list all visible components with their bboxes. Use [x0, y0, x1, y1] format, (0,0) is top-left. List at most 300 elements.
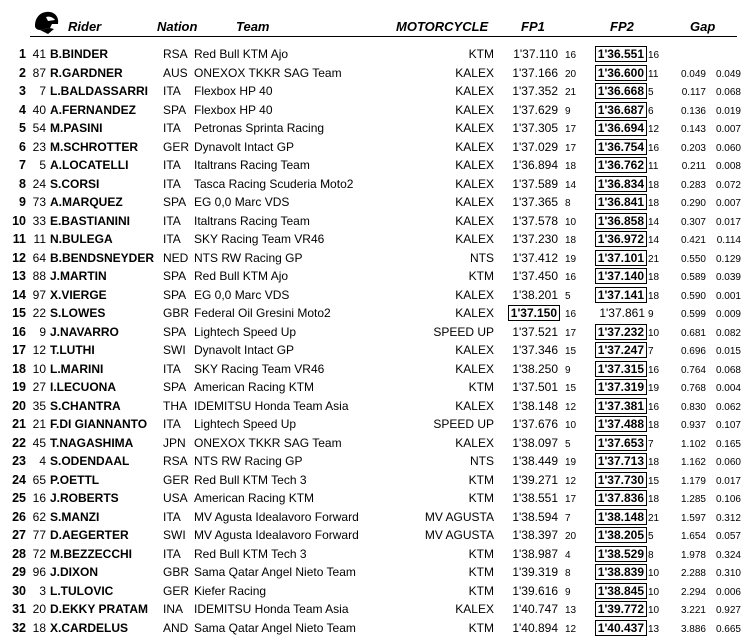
rider-name: A.FERNANDEZ [50, 102, 136, 117]
rider-name: S.ODENDAAL [50, 454, 130, 468]
motorcycle-name: KALEX [455, 195, 494, 209]
team-name: NTS RW Racing GP [194, 454, 303, 468]
header-team: Team [236, 19, 270, 34]
row-position: 22 [12, 435, 26, 450]
fp1-rank: 12 [565, 401, 577, 413]
best-lap-time: 1'36.694 [595, 120, 647, 136]
rider-number: 35 [32, 398, 46, 413]
rider-number: 18 [32, 620, 46, 635]
gap-to-first: 0.550 [680, 253, 706, 265]
fp2-rank: 6 [648, 105, 654, 117]
table-row [0, 361, 745, 380]
best-lap-time: 1'38.205 [595, 527, 647, 543]
best-lap-time: 1'37.141 [595, 287, 647, 303]
row-position: 6 [19, 139, 26, 154]
lap-time: 1'38.551 [512, 491, 558, 505]
fp1-time [497, 121, 557, 136]
rider-number: 16 [32, 491, 46, 505]
rider-number: 22 [32, 306, 46, 320]
fp2-time [584, 547, 644, 562]
header-nation: Nation [157, 19, 198, 34]
rider-nation: ITA [163, 361, 181, 376]
fp1-rank: 8 [565, 568, 571, 579]
fp1-time [497, 436, 557, 451]
team-name: Flexbox HP 40 [194, 102, 273, 117]
fp2-time [584, 436, 644, 451]
fp1-rank: 20 [565, 68, 577, 80]
rider-name: X.CARDELUS [50, 620, 129, 635]
row-position: 27 [12, 528, 26, 542]
fp2-time [584, 158, 644, 173]
rider-number: 3 [39, 583, 46, 598]
gap-to-previous: 0.007 [715, 198, 741, 209]
fp1-time [497, 417, 557, 432]
header-rider: Rider [68, 19, 102, 34]
gap-to-first: 1.162 [680, 457, 706, 468]
best-lap-time: 1'38.529 [595, 546, 647, 562]
lap-time: 1'37.352 [512, 84, 558, 98]
fp1-time [497, 195, 557, 210]
gap-to-previous: 0.006 [715, 586, 741, 598]
table-row [0, 490, 745, 509]
rider-nation: ITA [163, 213, 181, 228]
row-position: 3 [19, 84, 26, 98]
fp2-rank: 18 [648, 420, 660, 431]
fp2-time [584, 325, 644, 340]
fp1-rank: 14 [565, 179, 577, 191]
fp2-time [584, 399, 644, 414]
lap-time: 1'37.450 [512, 269, 558, 283]
team-name: American Racing KTM [194, 491, 315, 505]
fp2-rank: 10 [648, 586, 660, 598]
fp1-time [497, 103, 557, 118]
best-lap-time: 1'36.551 [595, 46, 647, 62]
rider-number: 65 [32, 472, 46, 487]
row-position: 17 [12, 343, 26, 357]
fp1-rank: 17 [565, 327, 577, 339]
rider-nation: SPA [163, 195, 187, 209]
row-position: 24 [12, 472, 26, 487]
gap-to-previous: 0.057 [715, 531, 741, 542]
fp1-rank: 4 [565, 549, 571, 561]
fp2-rank: 7 [648, 438, 654, 450]
fp2-rank: 10 [648, 327, 660, 339]
fp2-time [584, 621, 644, 636]
rider-number: 96 [32, 565, 46, 579]
rider-name: D.EKKY PRATAM [50, 602, 149, 616]
header-motorcycle: MOTORCYCLE [396, 19, 489, 34]
fp1-time [497, 343, 557, 358]
rider-name: B.BINDER [50, 47, 109, 61]
fp2-time [584, 602, 644, 617]
fp2-rank: 16 [648, 142, 660, 154]
best-lap-time: 1'37.713 [595, 453, 647, 469]
fp2-time [584, 195, 644, 210]
gap-to-previous: 0.324 [715, 549, 741, 561]
fp1-rank: 15 [565, 383, 577, 394]
row-position: 10 [12, 213, 26, 228]
fp1-time [497, 399, 557, 414]
fp1-rank: 16 [565, 309, 577, 320]
fp2-time [584, 103, 644, 118]
gap-to-previous: 0.007 [715, 124, 741, 135]
lap-time: 1'37.578 [512, 213, 558, 228]
team-name: Sama Qatar Angel Nieto Team [194, 565, 356, 579]
lap-time: 1'38.594 [512, 509, 558, 524]
gap-to-first: 1.978 [680, 549, 706, 561]
gap-to-first: 0.421 [680, 235, 706, 246]
rider-nation: INA [163, 602, 184, 616]
fp2-rank: 16 [648, 401, 660, 413]
gap-to-previous: 0.129 [715, 253, 741, 265]
gap-to-first: 0.764 [680, 364, 706, 376]
rider-nation: SPA [163, 324, 187, 339]
gap-to-first: 0.768 [680, 383, 706, 394]
fp2-rank: 10 [648, 605, 660, 616]
lap-time: 1'37.501 [512, 380, 558, 394]
row-position: 4 [19, 102, 26, 117]
team-name: Tasca Racing Scuderia Moto2 [194, 176, 354, 191]
fp1-time [497, 269, 557, 284]
table-row [0, 509, 745, 528]
team-name: ONEXOX TKKR SAG Team [194, 65, 342, 80]
fp1-rank: 15 [565, 346, 577, 357]
gap-to-previous: 0.310 [715, 568, 741, 579]
fp2-time [584, 584, 644, 599]
gap-to-previous: 0.039 [715, 272, 741, 283]
fp1-rank: 12 [565, 475, 577, 487]
lap-time: 1'40.894 [512, 620, 558, 635]
fp1-time [497, 84, 557, 99]
rider-name: S.CHANTRA [50, 398, 121, 413]
fp2-time [584, 565, 644, 580]
motorcycle-name: KALEX [455, 435, 494, 450]
rider-nation: SWI [163, 343, 186, 357]
motorcycle-name: KTM [468, 380, 494, 394]
rider-name: L.MARINI [50, 361, 104, 376]
rider-nation: SPA [163, 287, 187, 302]
gap-to-previous: 0.008 [715, 161, 741, 172]
motorcycle-name: KALEX [455, 213, 494, 228]
rider-number: 97 [32, 287, 46, 302]
best-lap-time: 1'38.148 [595, 509, 647, 525]
rider-nation: RSA [163, 47, 188, 61]
lap-time: 1'37.166 [512, 65, 558, 80]
rider-nation: ITA [163, 158, 181, 172]
lap-time: 1'37.346 [512, 343, 558, 357]
motorcycle-name: MV AGUSTA [424, 528, 494, 542]
motorcycle-name: NTS [470, 454, 494, 468]
team-name: Kiefer Racing [194, 583, 267, 598]
fp1-time [497, 66, 557, 81]
row-position: 18 [12, 361, 26, 376]
best-lap-time: 1'37.730 [595, 472, 647, 488]
fp2-rank: 10 [648, 568, 660, 579]
fp2-time [584, 232, 644, 247]
fp2-time [584, 214, 644, 229]
fp2-rank: 18 [648, 179, 660, 191]
gap-to-first: 1.654 [680, 531, 706, 542]
best-lap-time: 1'37.101 [595, 250, 647, 266]
row-position: 14 [12, 287, 26, 302]
rider-nation: ITA [163, 176, 181, 191]
gap-to-previous: 0.114 [716, 235, 741, 246]
fp2-time [584, 306, 644, 321]
rider-number: 87 [32, 65, 46, 80]
table-row [0, 250, 745, 269]
fp1-rank: 10 [565, 216, 577, 228]
rider-number: 20 [32, 602, 46, 616]
row-position: 1 [19, 47, 26, 61]
fp2-time [584, 84, 644, 99]
gap-to-previous: 0.106 [715, 494, 741, 505]
rider-number: 23 [32, 139, 46, 154]
fp2-rank: 18 [648, 272, 660, 283]
rider-name: T.LUTHI [50, 343, 95, 357]
best-lap-time: 1'37.653 [595, 435, 647, 451]
motorcycle-name: KALEX [455, 176, 494, 191]
row-position: 16 [12, 324, 26, 339]
fp1-time [497, 214, 557, 229]
table-row [0, 83, 745, 102]
fp1-time [497, 306, 557, 321]
team-name: SKY Racing Team VR46 [194, 361, 325, 376]
table-row [0, 176, 745, 195]
fp2-time [584, 473, 644, 488]
fp2-rank: 9 [648, 309, 654, 320]
gap-to-previous: 0.019 [715, 105, 741, 117]
row-position: 32 [12, 620, 26, 635]
lap-time: 1'37.861 [599, 306, 645, 320]
rider-number: 41 [32, 47, 46, 61]
fp1-rank: 17 [565, 124, 577, 135]
team-name: ONEXOX TKKR SAG Team [194, 435, 342, 450]
rider-nation: ITA [163, 232, 181, 246]
fp1-rank: 21 [565, 87, 577, 98]
team-name: Dynavolt Intact GP [194, 343, 295, 357]
gap-to-first: 2.288 [680, 568, 706, 579]
team-name: NTS RW Racing GP [194, 250, 303, 265]
row-position: 21 [12, 417, 26, 431]
row-position: 29 [12, 565, 26, 579]
fp2-rank: 18 [648, 198, 660, 209]
best-lap-time: 1'36.834 [595, 176, 647, 192]
fp2-time [584, 510, 644, 525]
gap-to-first: 0.696 [680, 346, 706, 357]
best-lap-time: 1'36.858 [595, 213, 647, 229]
best-lap-time: 1'37.140 [595, 268, 647, 284]
rider-number: 5 [39, 158, 46, 172]
fp1-time [497, 288, 557, 303]
best-lap-time: 1'36.668 [595, 83, 647, 99]
lap-time: 1'37.305 [512, 121, 558, 135]
motorcycle-name: KTM [468, 269, 494, 283]
fp1-time [497, 473, 557, 488]
fp2-rank: 5 [648, 87, 654, 98]
fp1-time [497, 140, 557, 155]
fp2-rank: 16 [648, 50, 660, 61]
gap-to-previous: 0.009 [715, 309, 741, 320]
gap-to-first: 0.117 [681, 87, 706, 98]
motorcycle-name: KALEX [455, 398, 494, 413]
gap-to-first: 0.830 [680, 401, 706, 413]
row-position: 23 [12, 454, 26, 468]
lap-time: 1'39.616 [512, 583, 558, 598]
rider-name: M.BEZZECCHI [50, 546, 132, 561]
table-row [0, 527, 745, 546]
gap-to-first: 0.136 [680, 105, 706, 117]
rider-number: 9 [39, 324, 46, 339]
motorcycle-name: KTM [468, 583, 494, 598]
rider-name: R.GARDNER [50, 65, 123, 80]
motorcycle-name: KTM [468, 546, 494, 561]
motorcycle-name: NTS [470, 250, 494, 265]
lap-time: 1'37.521 [512, 324, 558, 339]
rider-name: M.SCHROTTER [50, 139, 138, 154]
motorcycle-name: KTM [468, 472, 494, 487]
rider-name: A.MARQUEZ [50, 195, 123, 209]
rider-name: J.NAVARRO [50, 324, 119, 339]
gap-to-first: 3.886 [680, 623, 706, 635]
fp2-rank: 18 [648, 494, 660, 505]
lap-time: 1'37.589 [512, 176, 558, 191]
fp1-rank: 5 [565, 438, 571, 450]
fp2-time [584, 343, 644, 358]
lap-time: 1'38.148 [512, 398, 558, 413]
fp1-rank: 17 [565, 494, 577, 505]
gap-to-previous: 0.004 [715, 383, 741, 394]
fp1-time [497, 177, 557, 192]
best-lap-time: 1'36.841 [595, 194, 647, 210]
table-row [0, 342, 745, 361]
best-lap-time: 1'37.315 [595, 361, 647, 377]
best-lap-time: 1'36.972 [595, 231, 647, 247]
fp1-rank: 16 [565, 272, 577, 283]
fp1-time [497, 454, 557, 469]
rider-nation: NED [163, 250, 189, 265]
team-name: Flexbox HP 40 [194, 84, 273, 98]
rider-number: 7 [39, 84, 46, 98]
lap-time: 1'37.676 [512, 417, 558, 431]
rider-name: D.AEGERTER [50, 528, 129, 542]
row-position: 8 [19, 176, 26, 191]
fp1-time [497, 547, 557, 562]
best-lap-time: 1'36.754 [595, 139, 647, 155]
table-header [0, 0, 745, 36]
fp2-time [584, 269, 644, 284]
fp1-rank: 10 [565, 420, 577, 431]
gap-to-previous: 0.068 [715, 87, 741, 98]
gap-to-first: 0.937 [680, 420, 706, 431]
fp1-rank: 17 [565, 142, 577, 154]
rider-name: E.BASTIANINI [50, 213, 131, 228]
gap-to-previous: 0.049 [715, 68, 741, 80]
gap-to-previous: 0.060 [715, 457, 741, 468]
best-lap-time: 1'39.772 [595, 601, 647, 617]
team-name: Sama Qatar Angel Nieto Team [194, 620, 356, 635]
lap-time: 1'38.397 [512, 528, 558, 542]
table-row [0, 268, 745, 287]
row-position: 5 [19, 121, 26, 135]
fp1-time [497, 362, 557, 377]
best-lap-time: 1'40.437 [595, 620, 647, 636]
fp1-rank: 9 [565, 364, 571, 376]
gap-to-previous: 0.017 [715, 216, 741, 228]
fp2-rank: 15 [648, 475, 660, 487]
rider-nation: SPA [163, 380, 187, 394]
table-row [0, 583, 745, 602]
lap-time: 1'38.250 [512, 361, 558, 376]
fp1-rank: 18 [565, 235, 577, 246]
fp2-rank: 5 [648, 531, 654, 542]
team-name: IDEMITSU Honda Team Asia [194, 602, 349, 616]
fp1-time [497, 510, 557, 525]
rider-nation: JPN [163, 435, 186, 450]
table-row [0, 453, 745, 472]
rider-nation: GER [163, 139, 190, 154]
table-row [0, 46, 745, 65]
team-name: Dynavolt Intact GP [194, 139, 295, 154]
fp2-time [584, 47, 644, 62]
fp2-rank: 7 [648, 346, 654, 357]
gap-to-first: 1.285 [680, 494, 706, 505]
lap-time: 1'38.987 [512, 546, 558, 561]
rider-name: J.ROBERTS [50, 491, 119, 505]
team-name: SKY Racing Team VR46 [194, 232, 325, 246]
rider-number: 11 [33, 232, 46, 246]
rider-nation: ITA [163, 84, 181, 98]
gap-to-first: 0.589 [680, 272, 706, 283]
team-name: EG 0,0 Marc VDS [194, 195, 290, 209]
fp2-time [584, 121, 644, 136]
fp1-rank: 12 [565, 623, 577, 635]
header-divider [30, 36, 737, 37]
gap-to-previous: 0.072 [715, 179, 741, 191]
gap-to-first: 2.294 [680, 586, 706, 598]
best-lap-time: 1'38.839 [595, 564, 647, 580]
gap-to-first: 0.283 [680, 179, 706, 191]
fp1-rank: 8 [565, 198, 571, 209]
gap-to-previous: 0.015 [715, 346, 741, 357]
table-row [0, 601, 745, 620]
fp1-rank: 9 [565, 586, 571, 598]
motorcycle-name: KALEX [455, 121, 494, 135]
table-row [0, 65, 745, 84]
rider-number: 33 [32, 213, 46, 228]
gap-to-first: 3.221 [680, 605, 706, 616]
fp2-rank: 14 [648, 235, 660, 246]
gap-to-previous: 0.312 [715, 512, 741, 524]
fp1-time [497, 491, 557, 506]
motorcycle-name: SPEED UP [433, 417, 494, 431]
rider-nation: AUS [163, 65, 188, 80]
team-name: Federal Oil Gresini Moto2 [194, 306, 331, 320]
fp2-rank: 11 [648, 68, 659, 80]
rider-nation: GBR [163, 565, 190, 579]
rider-nation: RSA [163, 454, 188, 468]
fp2-rank: 19 [648, 383, 660, 394]
rider-name: I.LECUONA [50, 380, 116, 394]
table-row [0, 546, 745, 565]
table-row [0, 102, 745, 121]
fp2-rank: 18 [648, 290, 660, 302]
rider-nation: ITA [163, 509, 181, 524]
rider-number: 54 [32, 121, 46, 135]
fp1-rank: 9 [565, 105, 571, 117]
fp2-time [584, 251, 644, 266]
table-row [0, 472, 745, 491]
motorcycle-name: KALEX [455, 361, 494, 376]
